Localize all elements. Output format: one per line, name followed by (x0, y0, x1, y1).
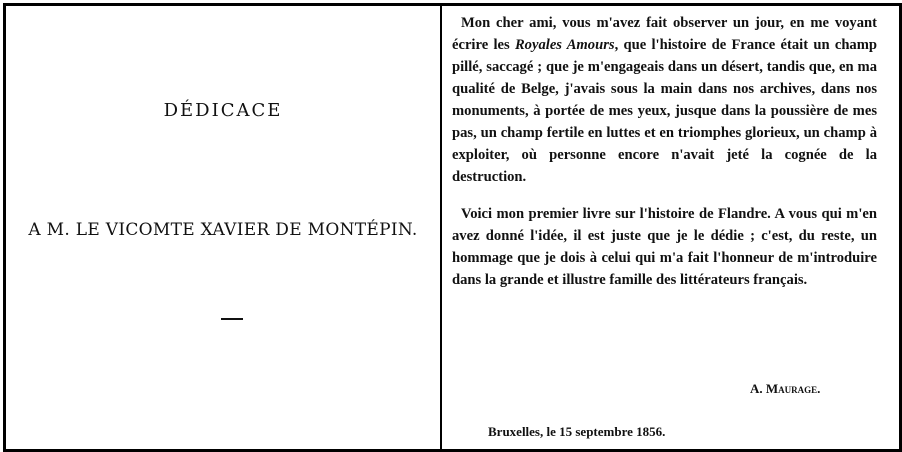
letter-paragraph-1 (452, 12, 877, 188)
paragraph-1-end: , que l'histoire de France était un champ pillé, saccagé ; que je m'engageais dans un désert, tandis que, en ma qualité de Belge, j'avais sous la main dans nos archives, dans nos monuments, à portée de mes yeux, jusque dans la poussière de mes pas, un champ fertile en luttes et en triomphes glorieux, un champ à exploiter, où personne encore n'avait jeté la cognée de la destruction. (452, 37, 878, 185)
signature-name: Maurage. (765, 381, 821, 396)
book-title-royales-amours: Royales Amours (514, 37, 615, 53)
paragraph-1-start: Mon cher ami, vous m'avez fait observer un jour, en me voyant écrire les (452, 15, 877, 53)
separator-dash (221, 318, 243, 320)
column-divider (440, 6, 442, 449)
signature-initial: A. (750, 381, 766, 396)
letter-paragraph-2: Voici mon premier livre sur l'histoire de Flandre. A vous qui m'en avez donné l'idée, il est juste que je le dédie ; c'est, du reste, un hommage que je dois à celui qui m'a fait l'honneur de m'introduire dans la grande et illustre famille des littérateurs français. (452, 206, 877, 288)
dedication-title: DÉDICACE (163, 100, 283, 121)
dateline: Bruxelles, le 15 septembre 1856. (488, 424, 666, 439)
signature (750, 381, 820, 397)
dedication-letter (452, 12, 877, 291)
dedicatee-line: A M. LE VICOMTE XAVIER DE MONTÉPIN. (28, 220, 418, 240)
